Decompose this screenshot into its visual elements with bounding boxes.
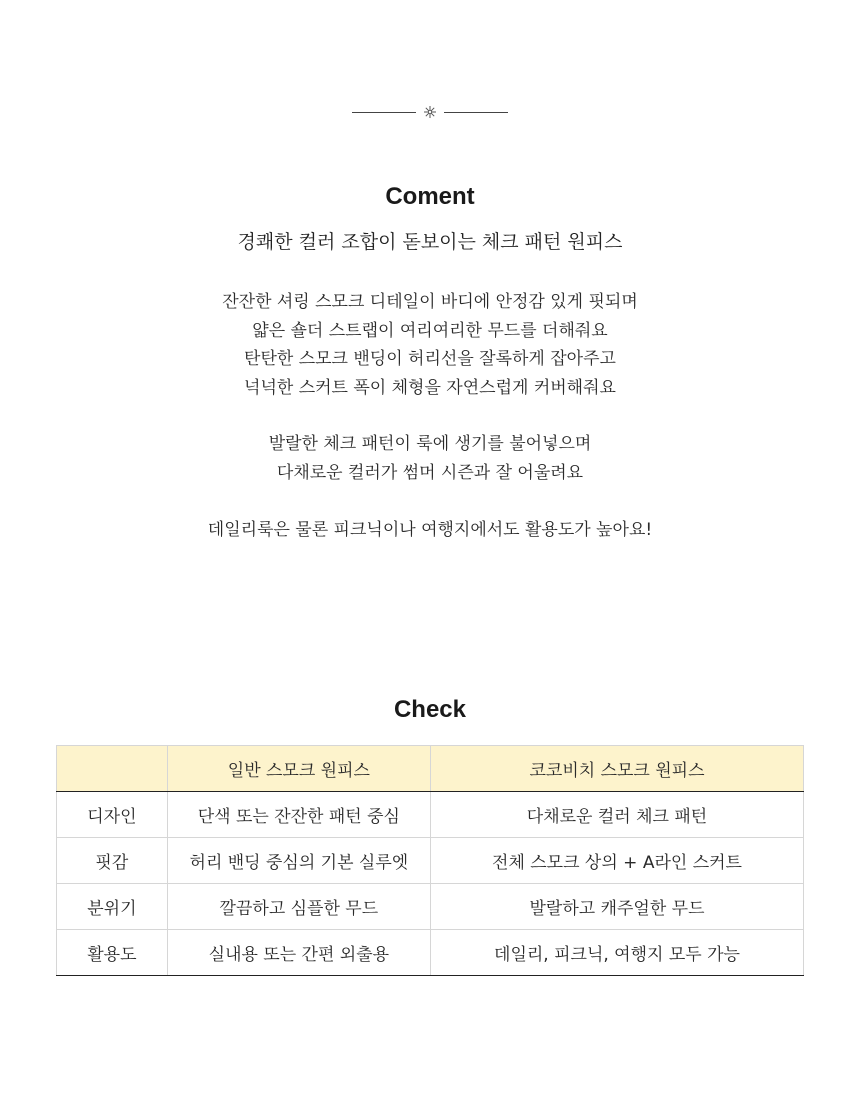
divider-line-left <box>352 112 416 113</box>
sparkle-icon <box>422 104 438 120</box>
row-label: 핏감 <box>57 838 168 884</box>
header-cell-empty <box>57 746 168 792</box>
table-cell: 발랄하고 캐주얼한 무드 <box>431 884 804 930</box>
table-cell: 실내용 또는 간편 외출용 <box>167 930 430 976</box>
table-cell: 단색 또는 잔잔한 패턴 중심 <box>167 792 430 838</box>
comparison-table <box>56 745 804 976</box>
coment-paragraph <box>0 430 860 487</box>
table-header-row <box>57 746 804 792</box>
coment-line: 탄탄한 스모크 밴딩이 허리선을 잘록하게 잡아주고 <box>244 349 616 370</box>
coment-line: 다채로운 컬러가 썸머 시즌과 잘 어울려요 <box>276 462 584 483</box>
table-cell: 전체 스모크 상의 + A라인 스커트 <box>431 838 804 884</box>
check-title: Check <box>393 696 467 723</box>
header-cell-cocobeach: 코코비치 스모크 원피스 <box>431 746 804 792</box>
coment-line: 넉넉한 스커트 폭이 체형을 자연스럽게 커버해줘요 <box>244 378 616 399</box>
coment-line: 발랄한 체크 패턴이 룩에 생기를 불어넣으며 <box>268 434 592 454</box>
table-row <box>57 930 804 976</box>
coment-line: 데일리룩은 물론 피크닉이나 여행지에서도 활용도가 높아요! <box>207 520 653 540</box>
row-label: 활용도 <box>57 930 168 976</box>
table-row <box>57 884 804 930</box>
table-cell: 허리 밴딩 중심의 기본 실루엣 <box>167 838 430 884</box>
coment-subtitle: 경쾌한 컬러 조합이 돋보이는 체크 패턴 원피스 <box>237 231 623 253</box>
table-cell: 다채로운 컬러 체크 패턴 <box>431 792 804 838</box>
coment-line: 잔잔한 셔링 스모크 디테일이 바디에 안정감 있게 핏되며 <box>222 292 638 312</box>
table-cell: 데일리, 피크닉, 여행지 모두 가능 <box>431 930 804 976</box>
table-row <box>57 838 804 884</box>
coment-paragraph <box>0 288 860 403</box>
table-row <box>57 792 804 838</box>
table-cell: 깔끔하고 심플한 무드 <box>167 884 430 930</box>
divider-line-right <box>444 112 508 113</box>
coment-paragraph <box>0 516 860 545</box>
coment-line: 얇은 숄더 스트랩이 여리여리한 무드를 더해줘요 <box>252 320 608 341</box>
coment-title: Coment <box>385 183 475 210</box>
section-divider <box>0 104 860 120</box>
header-cell-regular: 일반 스모크 원피스 <box>167 746 430 792</box>
row-label: 디자인 <box>57 792 168 838</box>
row-label: 분위기 <box>57 884 168 930</box>
